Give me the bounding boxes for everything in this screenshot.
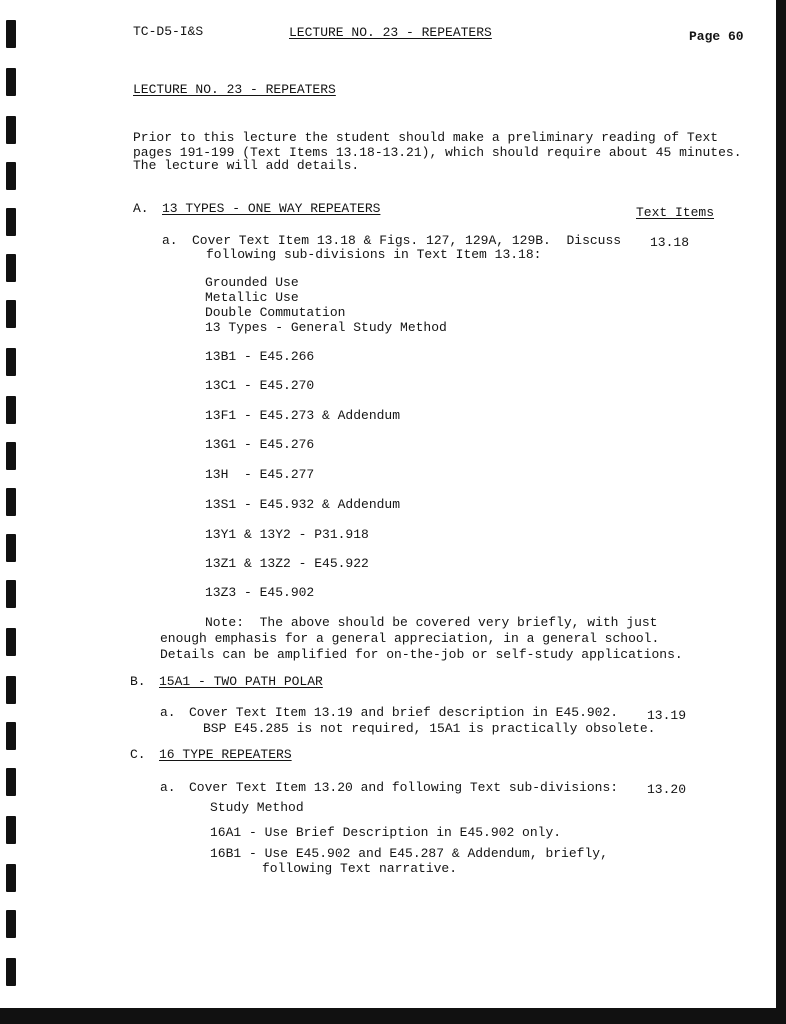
intro-line: The lecture will add details. — [133, 158, 360, 173]
section-a-title: 13 TYPES - ONE WAY REPEATERS — [162, 201, 381, 216]
scan-edge-right — [776, 0, 786, 1024]
section-b-title: 15A1 - TWO PATH POLAR — [159, 674, 323, 689]
list-item: 13C1 - E45.270 — [205, 378, 315, 393]
binder-hole — [6, 580, 16, 608]
item-line: following sub-divisions in Text Item 13.18: — [206, 247, 542, 262]
item-letter: a. — [160, 780, 176, 795]
text-item-ref: 13.18 — [650, 235, 690, 250]
binder-hole — [6, 534, 16, 562]
binder-hole — [6, 628, 16, 656]
list-item: 16B1 - Use E45.902 and E45.287 & Addendum, briefly, — [210, 846, 608, 861]
section-b-letter: B. — [130, 674, 146, 689]
note-line: Details can be amplified for on-the-job or self-study applications. — [160, 647, 683, 662]
list-item: 13Y1 & 13Y2 - P31.918 — [205, 527, 369, 542]
list-item: Grounded Use — [205, 275, 299, 290]
binder-hole — [6, 208, 16, 236]
item-line: Cover Text Item 13.18 & Figs. 127, 129A, 129B. Discuss — [192, 233, 622, 248]
binder-hole — [6, 488, 16, 516]
binder-hole — [6, 162, 16, 190]
binder-hole — [6, 910, 16, 938]
scan-edge-bottom — [0, 1008, 786, 1024]
page-title: LECTURE NO. 23 - REPEATERS — [133, 82, 336, 97]
binder-hole — [6, 348, 16, 376]
binder-hole — [6, 68, 16, 96]
binder-hole — [6, 676, 16, 704]
item-letter: a. — [162, 233, 178, 248]
list-item: 13H - E45.277 — [205, 467, 315, 482]
intro-line: pages 191-199 (Text Items 13.18-13.21), which should require about 45 minutes. — [133, 145, 742, 160]
item-line: Cover Text Item 13.20 and following Text sub-divisions: — [189, 780, 619, 795]
note-line: Note: The above should be covered very briefly, with just — [205, 615, 658, 630]
binder-hole — [6, 300, 16, 328]
binder-hole — [6, 768, 16, 796]
section-c-letter: C. — [130, 747, 146, 762]
text-item-ref: 13.20 — [647, 782, 687, 797]
item-line: Cover Text Item 13.19 and brief description in E45.902. — [189, 705, 619, 720]
section-c-title: 16 TYPE REPEATERS — [159, 747, 292, 762]
list-item: 13S1 - E45.932 & Addendum — [205, 497, 401, 512]
list-item: 16A1 - Use Brief Description in E45.902 only. — [210, 825, 562, 840]
binder-hole — [6, 20, 16, 48]
binder-hole — [6, 396, 16, 424]
binder-hole — [6, 116, 16, 144]
section-a-letter: A. — [133, 201, 149, 216]
binder-hole — [6, 442, 16, 470]
text-items-column-header: Text Items — [636, 205, 715, 220]
page-number: Page 60 — [689, 29, 744, 44]
list-item: 13B1 - E45.266 — [205, 349, 315, 364]
list-item: Double Commutation — [205, 305, 346, 320]
binder-hole — [6, 254, 16, 282]
list-item: 13F1 - E45.273 & Addendum — [205, 408, 401, 423]
list-item: Metallic Use — [205, 290, 299, 305]
binder-hole — [6, 958, 16, 986]
list-item: 13Z3 - E45.902 — [205, 585, 315, 600]
header-title: LECTURE NO. 23 - REPEATERS — [289, 25, 492, 40]
binder-hole — [6, 722, 16, 750]
item-line: BSP E45.285 is not required, 15A1 is practically obsolete. — [203, 721, 656, 736]
item-letter: a. — [160, 705, 176, 720]
study-method-label: Study Method — [210, 800, 304, 815]
intro-line: Prior to this lecture the student should make a preliminary reading of Text — [133, 130, 719, 145]
list-item: 13Z1 & 13Z2 - E45.922 — [205, 556, 369, 571]
binder-hole — [6, 816, 16, 844]
list-item: 13G1 - E45.276 — [205, 437, 315, 452]
text-item-ref: 13.19 — [647, 708, 687, 723]
list-item-continuation: following Text narrative. — [262, 861, 458, 876]
binder-hole — [6, 864, 16, 892]
list-item: 13 Types - General Study Method — [205, 320, 447, 335]
doc-code: TC-D5-I&S — [133, 24, 204, 39]
note-line: enough emphasis for a general appreciation, in a general school. — [160, 631, 660, 646]
